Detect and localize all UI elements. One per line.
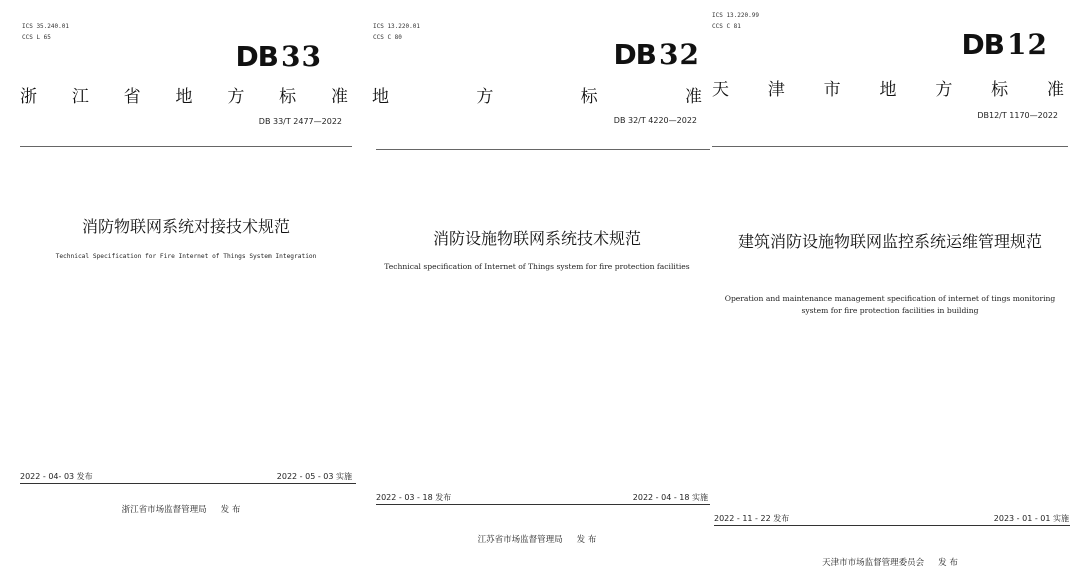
header-rule: [376, 149, 710, 150]
heading-char: 江: [71, 87, 89, 107]
issuer-name: 浙江省市场监督管理局: [121, 505, 207, 515]
ics-code: ICS 13.220.01: [373, 23, 420, 30]
heading-char: 准: [330, 87, 348, 107]
title-chinese: 消防设施物联网系统技术规范: [432, 229, 641, 248]
heading-char: 省: [123, 87, 141, 107]
issue-label: 发 布: [576, 535, 597, 545]
db-number: 12: [1007, 28, 1048, 61]
title-chinese: 建筑消防设施物联网监控系统运维管理规范: [737, 232, 1042, 251]
heading-char: 方: [227, 87, 245, 107]
heading-char: 浙: [20, 87, 37, 107]
standard-type-heading: [712, 75, 1064, 100]
db-number: 32: [659, 38, 700, 71]
heading-char: 市: [823, 80, 841, 100]
ccs-code: CCS C 81: [712, 23, 741, 30]
document-number: DB 33/T 2477—2022: [258, 117, 342, 126]
heading-char: 地: [175, 87, 193, 107]
heading-char: 天: [712, 80, 729, 100]
db-prefix: DB: [613, 38, 657, 71]
title-english: Operation and maintenance management specification of internet of tings monitoring system for fire protection facilities in building: [724, 294, 1056, 315]
issuing-authority: [372, 533, 702, 545]
ccs-code: CCS C 80: [373, 34, 402, 41]
db-prefix: DB: [235, 40, 279, 73]
ics-code: ICS 13.220.99: [712, 12, 759, 19]
standard-type-heading: [20, 82, 348, 107]
heading-char: 准: [684, 87, 702, 107]
document-number: DB12/T 1170—2022: [977, 111, 1058, 120]
heading-char: 标: [279, 87, 297, 107]
standard-type-heading: [372, 82, 702, 107]
effective-date: 2023 - 01 - 01 实施: [993, 514, 1069, 523]
publish-date: 2022 - 11 - 22 发布: [714, 514, 790, 523]
db-prefix: DB: [961, 28, 1005, 61]
issuer-name: 天津市市场监督管理委员会: [822, 558, 925, 568]
ics-code: ICS 35.240.01: [22, 23, 69, 30]
title-chinese: 消防物联网系统对接技术规范: [81, 217, 290, 236]
header-rule: [20, 146, 352, 147]
issuing-authority: [20, 503, 342, 515]
heading-char: 方: [476, 87, 494, 107]
title-english: Technical Specification for Fire Internet of Things System Integration: [55, 253, 317, 260]
standard-cover-jiangsu: [363, 0, 710, 574]
issue-label: 发 布: [220, 505, 241, 515]
document-number: DB 32/T 4220—2022: [613, 116, 697, 125]
heading-char: 准: [1046, 80, 1064, 100]
footer-rule: [20, 483, 356, 484]
heading-char: 地: [879, 80, 897, 100]
ccs-code: CCS L 65: [22, 34, 51, 41]
effective-date: 2022 - 04 - 18 实施: [632, 493, 708, 502]
title-english: Technical specification of Internet of Things system for fire protection facilities: [384, 262, 690, 271]
issuer-name: 江苏省市场监督管理局: [477, 535, 563, 545]
db-code: [613, 38, 700, 71]
issuing-authority: [714, 556, 1066, 568]
standard-cover-zhejiang: [0, 0, 360, 574]
db-code: [961, 28, 1048, 61]
heading-char: 津: [767, 80, 785, 100]
db-number: 33: [281, 40, 322, 73]
db-code: [235, 40, 322, 73]
footer-rule: [714, 525, 1070, 526]
publish-date: 2022 - 03 - 18 发布: [376, 493, 452, 502]
heading-char: 标: [991, 80, 1009, 100]
standard-cover-tianjin: [710, 0, 1080, 574]
heading-char: 方: [935, 80, 953, 100]
effective-date: 2022 - 05 - 03 实施: [276, 472, 352, 481]
header-rule: [712, 146, 1068, 147]
heading-char: 标: [580, 87, 598, 107]
footer-rule: [376, 504, 710, 505]
heading-char: 地: [372, 87, 389, 107]
issue-label: 发 布: [938, 558, 958, 568]
publish-date: 2022 - 04- 03 发布: [20, 472, 93, 481]
